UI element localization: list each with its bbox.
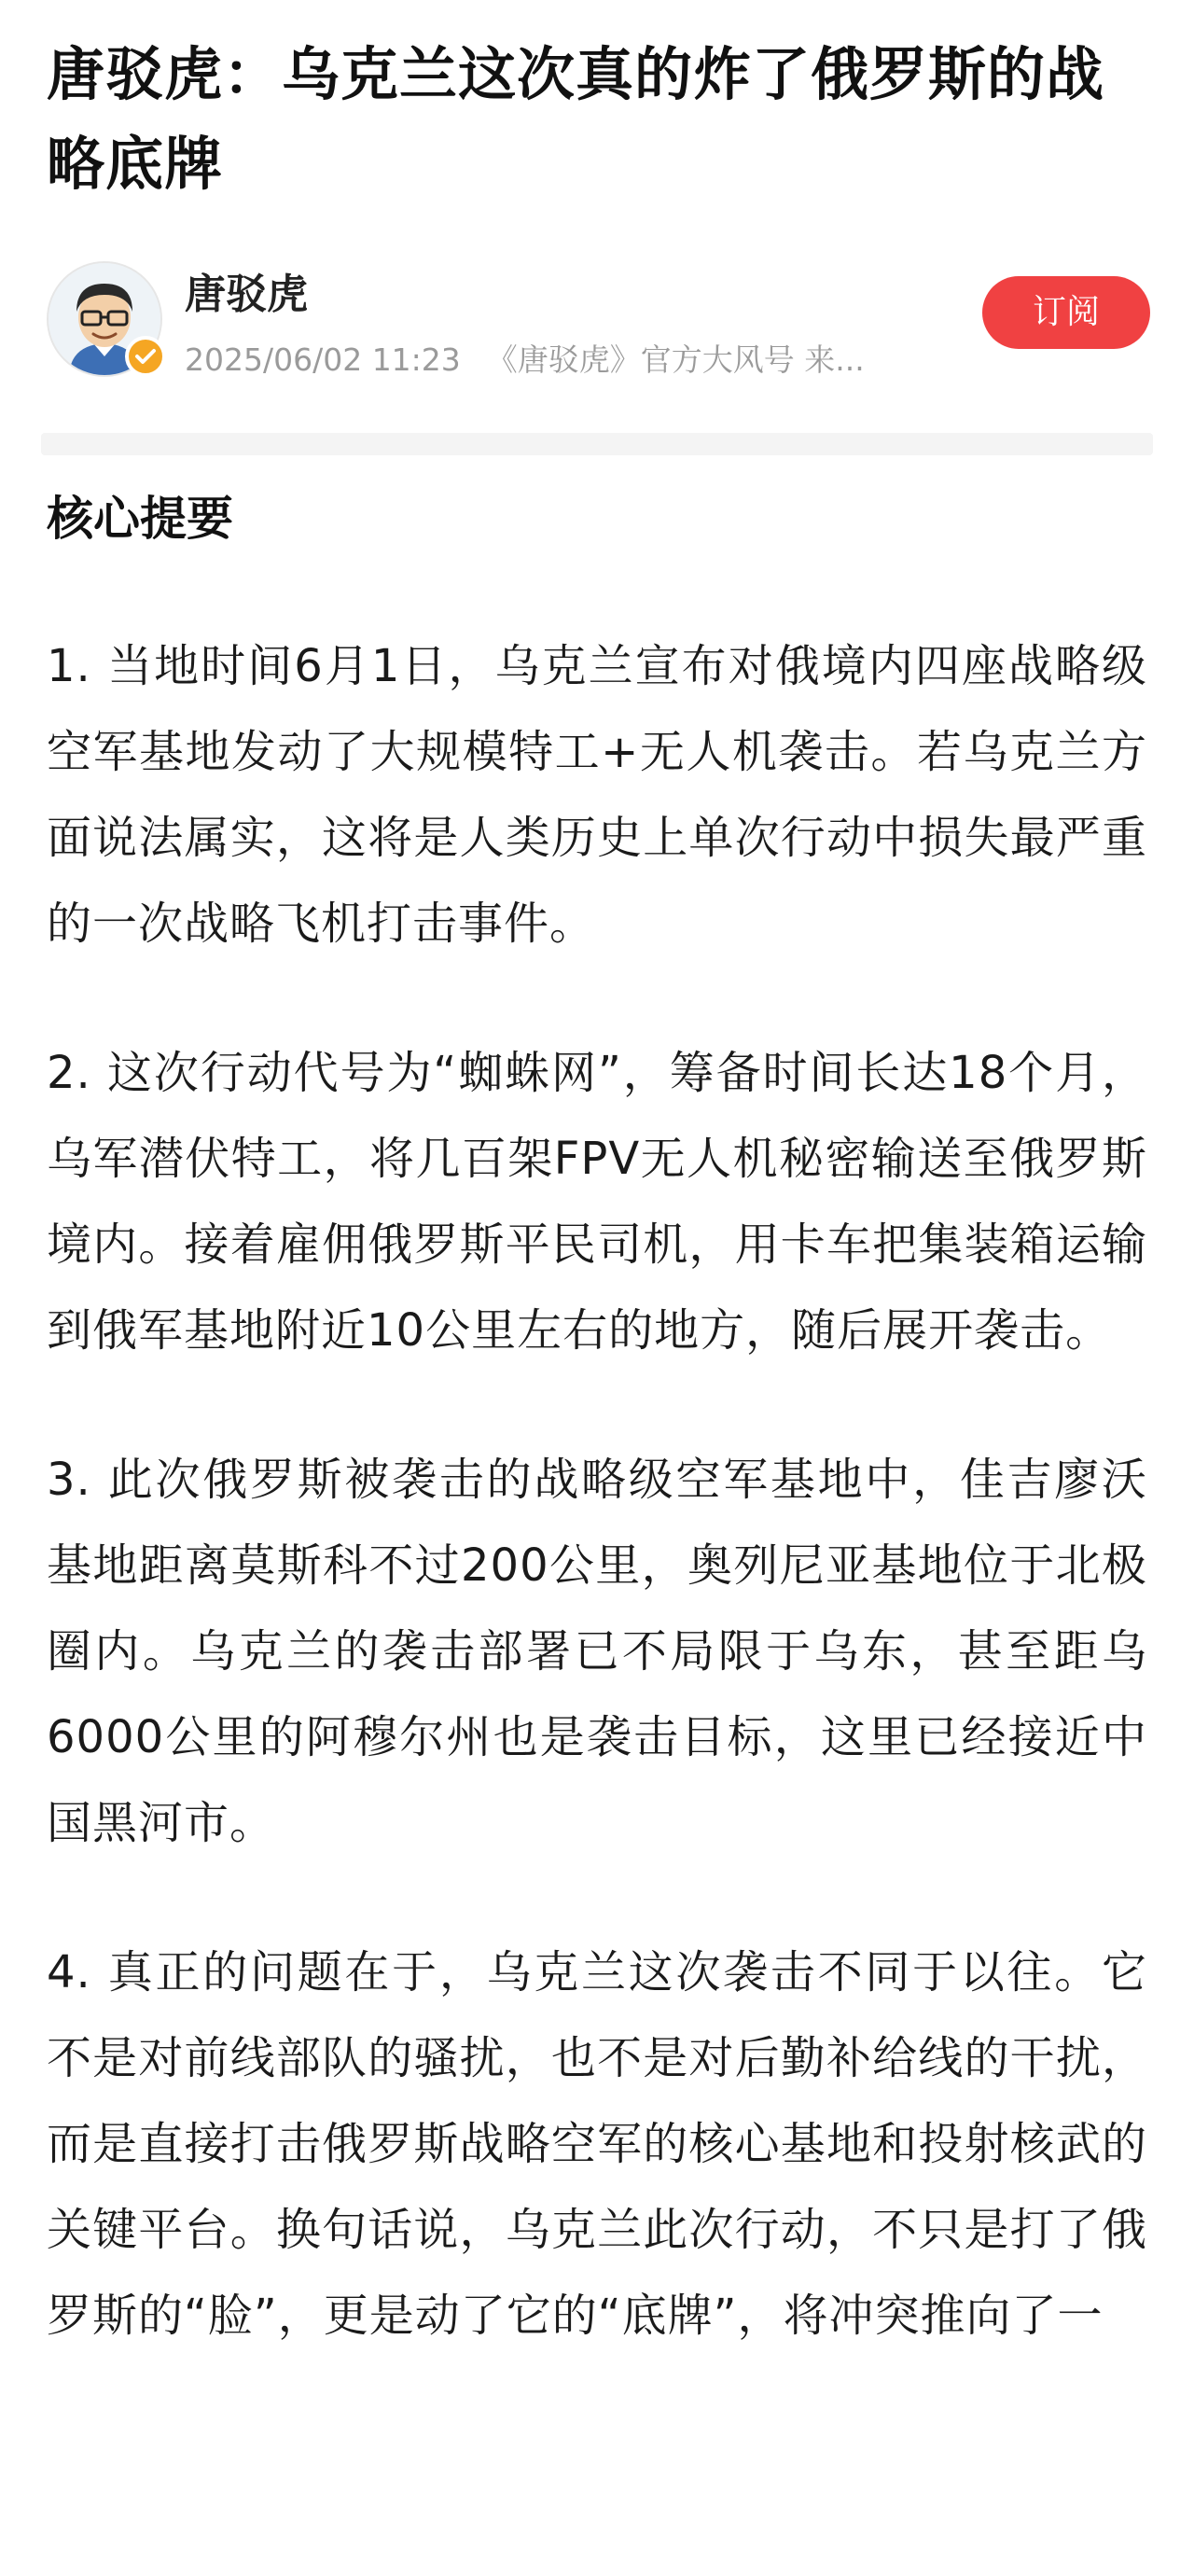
paragraph-4: 4. 真正的问题在于，乌克兰这次袭击不同于以往。它不是对前线部队的骚扰，也不是对后勤补给线的干扰，而是直接打击俄罗斯战略空军的核心基地和投射核武的关键平台。换句话说，乌克兰此次行动，不只是打了俄罗斯的“脸”，更是动了它的“底牌”，将冲突推向了一 [47, 1946, 1147, 2342]
subscribe-button[interactable]: 订阅 [982, 276, 1150, 349]
summary-heading: 核心提要 [47, 492, 233, 546]
verified-check-icon [125, 336, 166, 377]
author-info-row [47, 258, 1147, 379]
section-divider [41, 433, 1153, 455]
paragraph-2: 2. 这次行动代号为“蜘蛛网”，筹备时间长达18个月，乌军潜伏特工，将几百架FPV无人机秘密输送至俄罗斯境内。接着雇佣俄罗斯平民司机，用卡车把集装箱运输到俄军基地附近10公里左右的地方，随后展开袭击。 [47, 1047, 1147, 1357]
article-title: 唐驳虎：乌克兰这次真的炸了俄罗斯的战略底牌 [47, 40, 1105, 198]
article-source[interactable]: 《唐驳虎》官方大风号 来... [486, 341, 865, 378]
author-name[interactable]: 唐驳虎 [185, 271, 308, 318]
publish-date: 2025/06/02 11:23 [185, 341, 461, 378]
paragraph-1: 1. 当地时间6月1日，乌克兰宣布对俄境内四座战略级空军基地发动了大规模特工+无人机袭击。若乌克兰方面说法属实，这将是人类历史上单次行动中损失最严重的一次战略飞机打击事件。 [47, 640, 1147, 950]
article-body [47, 476, 1147, 2422]
paragraph-3: 3. 此次俄罗斯被袭击的战略级空军基地中，佳吉廖沃基地距离莫斯科不过200公里，奥列尼亚基地位于北极圈内。乌克兰的袭击部署已不局限于乌东，甚至距乌6000公里的阿穆尔州也是袭击目标，这里已经接近中国黑河市。 [47, 1454, 1147, 1849]
article-meta [185, 340, 987, 381]
